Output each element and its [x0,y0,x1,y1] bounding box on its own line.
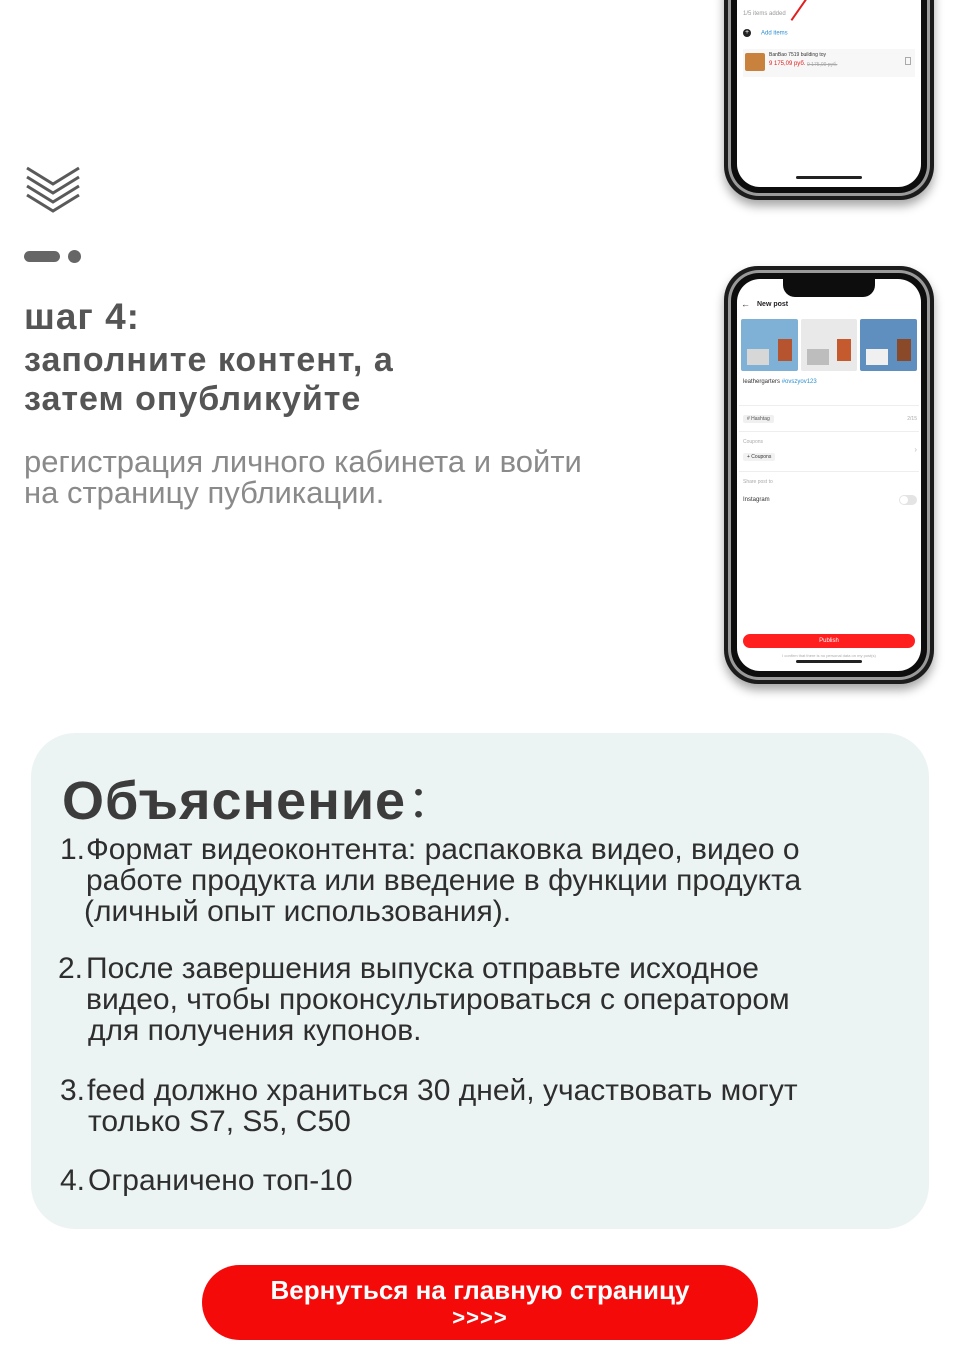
divider [739,405,919,406]
explanation-item-1 [60,834,801,927]
publish-button[interactable]: Publish [743,634,915,648]
instagram-toggle[interactable] [899,495,917,505]
step-subtitle-line: на страницу публикации. [24,475,385,510]
item-line: видео, чтобы проконсультироваться с оператором [86,983,790,1016]
post-image[interactable] [741,319,798,371]
item-line: feed должно храниться 30 дней, участвовать могут [87,1074,798,1107]
phone-notch [783,279,875,297]
item-line: Формат видеоконтента: распаковка видео, видео о [86,833,800,866]
item-number: 4. [60,1164,86,1197]
divider [739,471,919,472]
item-number: 3. [60,1074,86,1107]
item-line: (личный опыт использования). [84,895,512,928]
hashtag-count: 2/15 [907,416,917,422]
product-price: 9 175,09 руб. [769,61,806,67]
pager-dots-icon [24,249,88,265]
coupons-label: Coupons [743,439,764,445]
explanation-item-2 [58,953,790,1046]
add-items-label: Add items [761,30,788,37]
item-number: 1. [60,833,86,866]
item-line: работе продукта или введение в функции продукта [86,864,802,897]
step-subtitle [24,446,714,508]
explanation-item-3 [60,1075,798,1137]
confirm-note: I confirm that there is no personal data on my post(s) [782,653,876,658]
step-title [24,341,524,419]
item-line: Ограничено топ-10 [88,1164,353,1197]
post-image-strip [741,319,917,371]
items-added-count: 1/5 items added [743,11,786,17]
phone-mockup-cart [724,0,934,200]
hashtag-chip[interactable]: # Hashtag [743,415,774,423]
caption-hashtag: #ovszyov123 [781,379,817,385]
pager-active-pill [24,251,60,262]
chevron-right-icon[interactable]: › [914,445,917,454]
plus-icon: + [744,29,750,36]
product-name: BanBao 7519 building toy [769,52,826,58]
home-indicator [796,660,862,663]
phone-screen [737,279,921,671]
pager-dot [68,250,81,263]
share-label: Share post to [743,479,773,485]
phone-screen [737,0,921,187]
step-subtitle-line: регистрация личного кабинета и войти [24,444,582,479]
item-number: 2. [58,952,84,985]
trash-icon[interactable] [905,57,911,65]
phone-mockup-new-post [724,266,934,684]
item-line: После завершения выпуска отправьте исходное [86,952,759,985]
product-row[interactable] [743,49,915,77]
product-thumbnail [745,53,765,71]
new-post-header: New post [757,301,789,308]
step-number: шаг 4: [24,296,141,337]
post-image[interactable] [801,319,858,371]
step-title-line: затем опубликуйте [24,380,362,418]
coupons-chip[interactable]: + Coupons [743,453,775,461]
share-target: Instagram [743,497,770,503]
item-line: только S7, S5, C50 [88,1105,351,1138]
divider [739,431,919,432]
product-old-price: 9 175,09 руб. [807,62,838,68]
cta-label: Вернуться на главную страницу [270,1275,690,1305]
caption-user: leathergarters [743,379,781,385]
explanation-item-4 [60,1165,353,1196]
explanation-title: Объяснение： [62,771,462,831]
back-to-home-button[interactable] [202,1265,758,1340]
home-indicator [796,176,862,179]
post-caption[interactable] [743,379,817,385]
back-arrow-icon[interactable]: ← [741,299,750,309]
step-title-line: заполните контент, а [24,341,394,379]
cta-arrows: >>>> [452,1305,508,1330]
item-line: для получения купонов. [88,1014,422,1047]
post-image[interactable] [860,319,917,371]
add-items-button[interactable] [743,29,915,37]
layers-chevron-icon [24,164,82,214]
